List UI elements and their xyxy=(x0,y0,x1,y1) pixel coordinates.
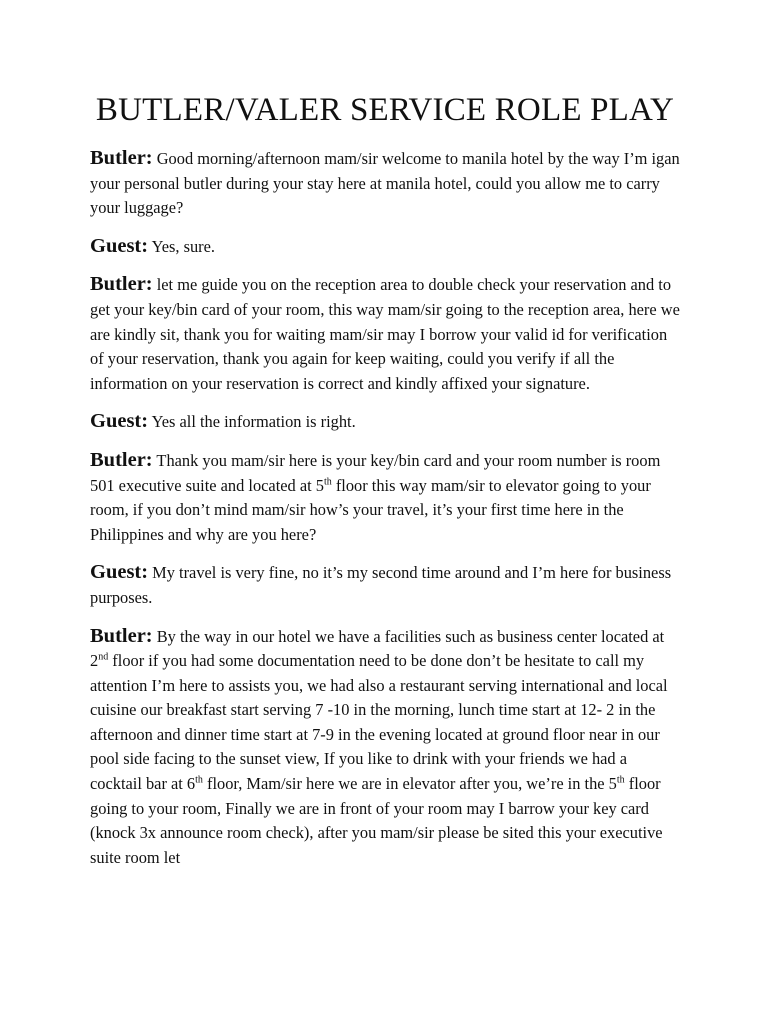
document-title: BUTLER/VALER SERVICE ROLE PLAY xyxy=(95,92,675,128)
dialogue-text: let me guide you on the reception area to double check your reservation and to get your key/bin card of your room, this way mam/sir going to the reception area, here we are kindly sit, thank you for waiting mam/sir may I borrow your valid id for verification of your reservation, thank you again for keep waiting, could you verify if all the information on your reservation is correct and kindly affixed your signature. xyxy=(90,275,680,393)
dialogue-paragraph xyxy=(90,448,680,547)
dialogue-text: floor going to your room, Finally we are in front of your room may I barrow your key card (knock 3x announce room check), after you mam/sir please be sited this your executive suite room let xyxy=(90,774,663,867)
dialogue-paragraph xyxy=(90,624,680,871)
dialogue-text: Good morning/afternoon mam/sir welcome to manila hotel by the way I’m igan your personal butler during your stay here at manila hotel, could you allow me to carry your luggage? xyxy=(90,149,680,218)
ordinal-suffix: th xyxy=(323,476,332,488)
speaker-label: Guest: xyxy=(90,561,149,584)
dialogue-text: floor this way mam/sir to elevator going to your room, if you don’t mind mam/sir how’s your travel, it’s your first time here in the Philippines and why are you here? xyxy=(90,475,651,544)
speaker-label: Butler: xyxy=(90,448,153,471)
speaker-label: Butler: xyxy=(90,624,153,647)
dialogue-paragraph xyxy=(90,234,680,260)
document-page xyxy=(90,90,680,883)
speaker-label: Butler: xyxy=(90,273,153,296)
dialogue-paragraph xyxy=(90,146,680,221)
dialogue-text: Yes all the information is right. xyxy=(148,412,356,432)
dialogue-text: Yes, sure. xyxy=(148,236,216,256)
dialogue-text: floor, Mam/sir here we are in elevator after you, we’re in the 5 xyxy=(202,774,617,794)
ordinal-suffix: nd xyxy=(98,651,109,663)
dialogue-list xyxy=(90,146,680,870)
dialogue-paragraph xyxy=(90,409,680,435)
dialogue-text: By the way in our hotel we have a facilities such as business center located at 2 xyxy=(90,626,665,671)
dialogue-paragraph xyxy=(90,560,680,610)
dialogue-text: My travel is very fine, no it’s my second time around and I’m here for business purposes. xyxy=(90,563,672,607)
dialogue-text: floor if you had some documentation need to be done don’t be hesitate to call my attention I’m here to assists you, we had also a restaurant serving international and local cuisine our breakfast start serving 7 -10 in the morning, lunch time start at 12- 2 in the afternoon and dinner time start at 7-9 in the evening located at ground floor near in our pool side facing to the sunset view, If you like to drink with your friends we had a cocktail bar at 6 xyxy=(90,651,668,794)
ordinal-suffix: th xyxy=(616,774,625,786)
dialogue-text: Thank you mam/sir here is your key/bin card and your room number is room 501 executive suite and located at 5 xyxy=(90,450,661,495)
speaker-label: Guest: xyxy=(90,410,149,433)
dialogue-paragraph xyxy=(90,272,680,396)
speaker-label: Butler: xyxy=(90,147,153,169)
speaker-label: Guest: xyxy=(90,234,149,257)
ordinal-suffix: th xyxy=(195,774,203,786)
